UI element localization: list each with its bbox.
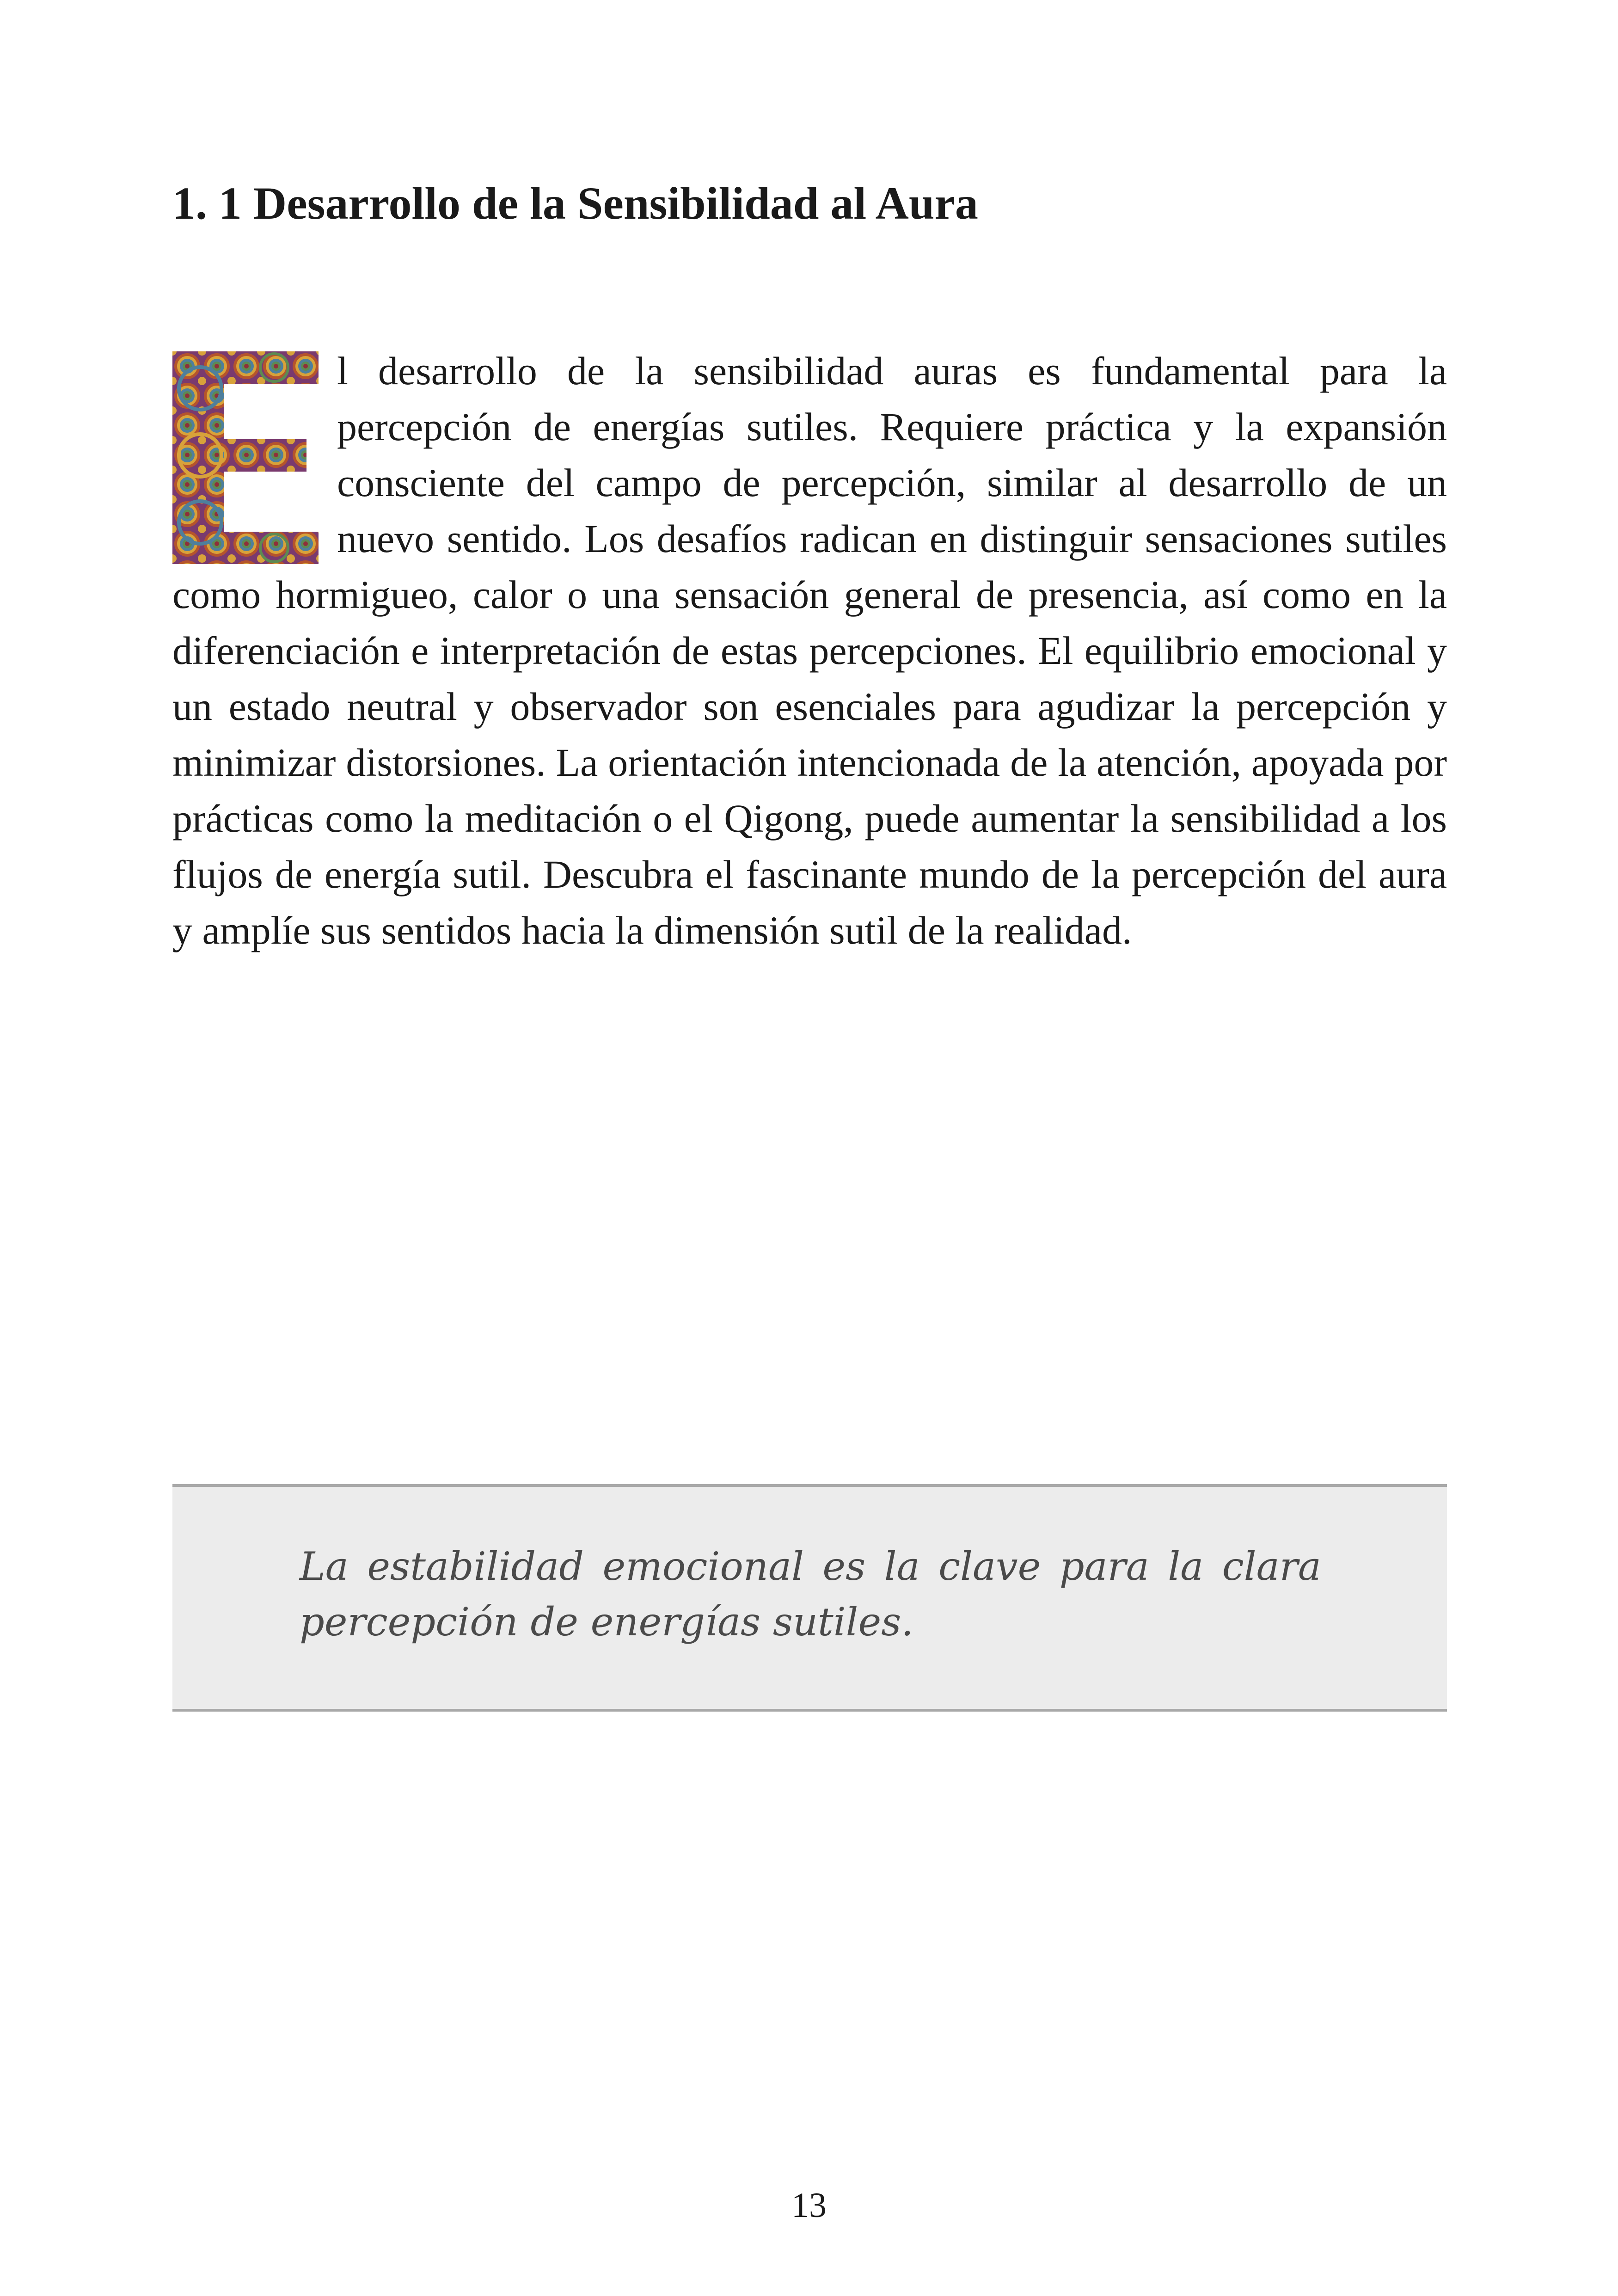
body-paragraph bbox=[172, 343, 1447, 958]
pull-quote-text: La estabilidad emocional es la clave para la clara percepción de energías sutiles. bbox=[300, 1544, 1321, 1645]
paragraph-text: l desarrollo de la sensibilidad auras es fundamental para la percepción de energías sutiles. Requiere práctica y la expansión consciente del campo de percepción, similar al desarrollo de un nuevo sentido. Los desafíos radican en distinguir sensaciones sutiles como hormigueo, calor o una sensación general de presencia, así como en la diferenciación e interpretación de estas percepciones. El equilibrio emocional y un estado neutral y observador son esenciales para agudizar la percepción y minimizar distorsiones. La orientación intencionada de la atención, apoyada por prácticas como la meditación o el Qigong, puede aumentar la sensibilidad a los flujos de energía sutil. Descubra el fascinante mundo de la percepción del aura y amplíe sus sentidos hacia la dimensión sutil de la realidad. bbox=[172, 349, 1447, 952]
page-number: 13 bbox=[791, 2186, 827, 2225]
pull-quote-box bbox=[172, 1484, 1447, 1712]
section-heading: 1. 1 Desarrollo de la Sensibilidad al Aura bbox=[172, 178, 978, 229]
ornamental-dropcap-e-icon bbox=[172, 351, 319, 564]
